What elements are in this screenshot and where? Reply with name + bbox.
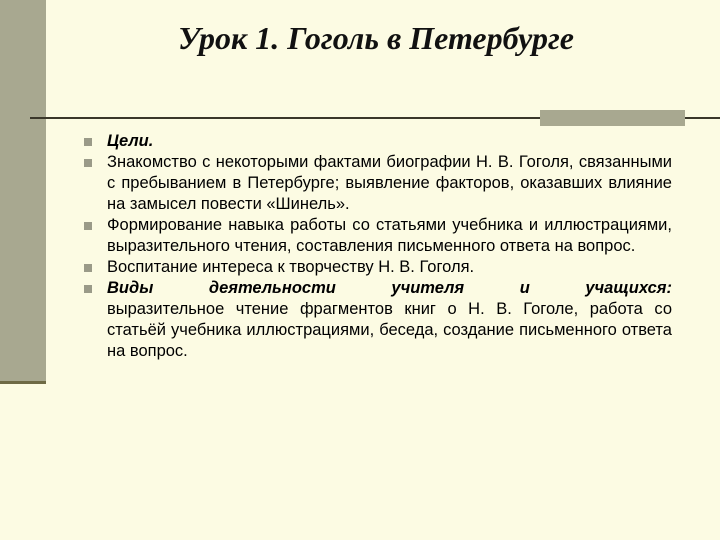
list-item-biography (84, 152, 672, 215)
side-bar-underline (0, 381, 46, 384)
biography-text: Знакомство с некоторыми фактами биографии Н. В. Гоголя, связанными с пребыванием в Петербурге; выявление факторов, оказавших влияние на замысел повести «Шинель». (107, 153, 672, 213)
list-item-goals (84, 131, 672, 152)
square-bullet-icon (84, 222, 92, 230)
title-divider-accent (540, 110, 685, 126)
decorative-side-bar (0, 0, 46, 384)
list-item-skills (84, 215, 672, 257)
square-bullet-icon (84, 159, 92, 167)
goals-label: Цели. (107, 132, 154, 150)
square-bullet-icon (84, 264, 92, 272)
interest-text: Воспитание интереса к творчеству Н. В. Гоголя. (107, 258, 475, 276)
slide-title: Урок 1. Гоголь в Петербурге (178, 20, 574, 56)
activities-text: выразительное чтение фрагментов книг о Н. В. Гоголе, работа со статьёй учебника иллюстрациями, беседа, создание письменного ответа на вопрос. (107, 300, 672, 360)
square-bullet-icon (84, 138, 92, 146)
square-bullet-icon (84, 285, 92, 293)
bullet-list (84, 131, 672, 362)
list-item-activities (84, 278, 672, 362)
list-item-interest (84, 257, 672, 278)
skills-text: Формирование навыка работы со статьями учебника и иллюстрациями, выразительного чтения, составления письменного ответа на вопрос. (107, 216, 672, 255)
activities-label: Виды деятельности учителя и учащихся: (107, 279, 672, 297)
